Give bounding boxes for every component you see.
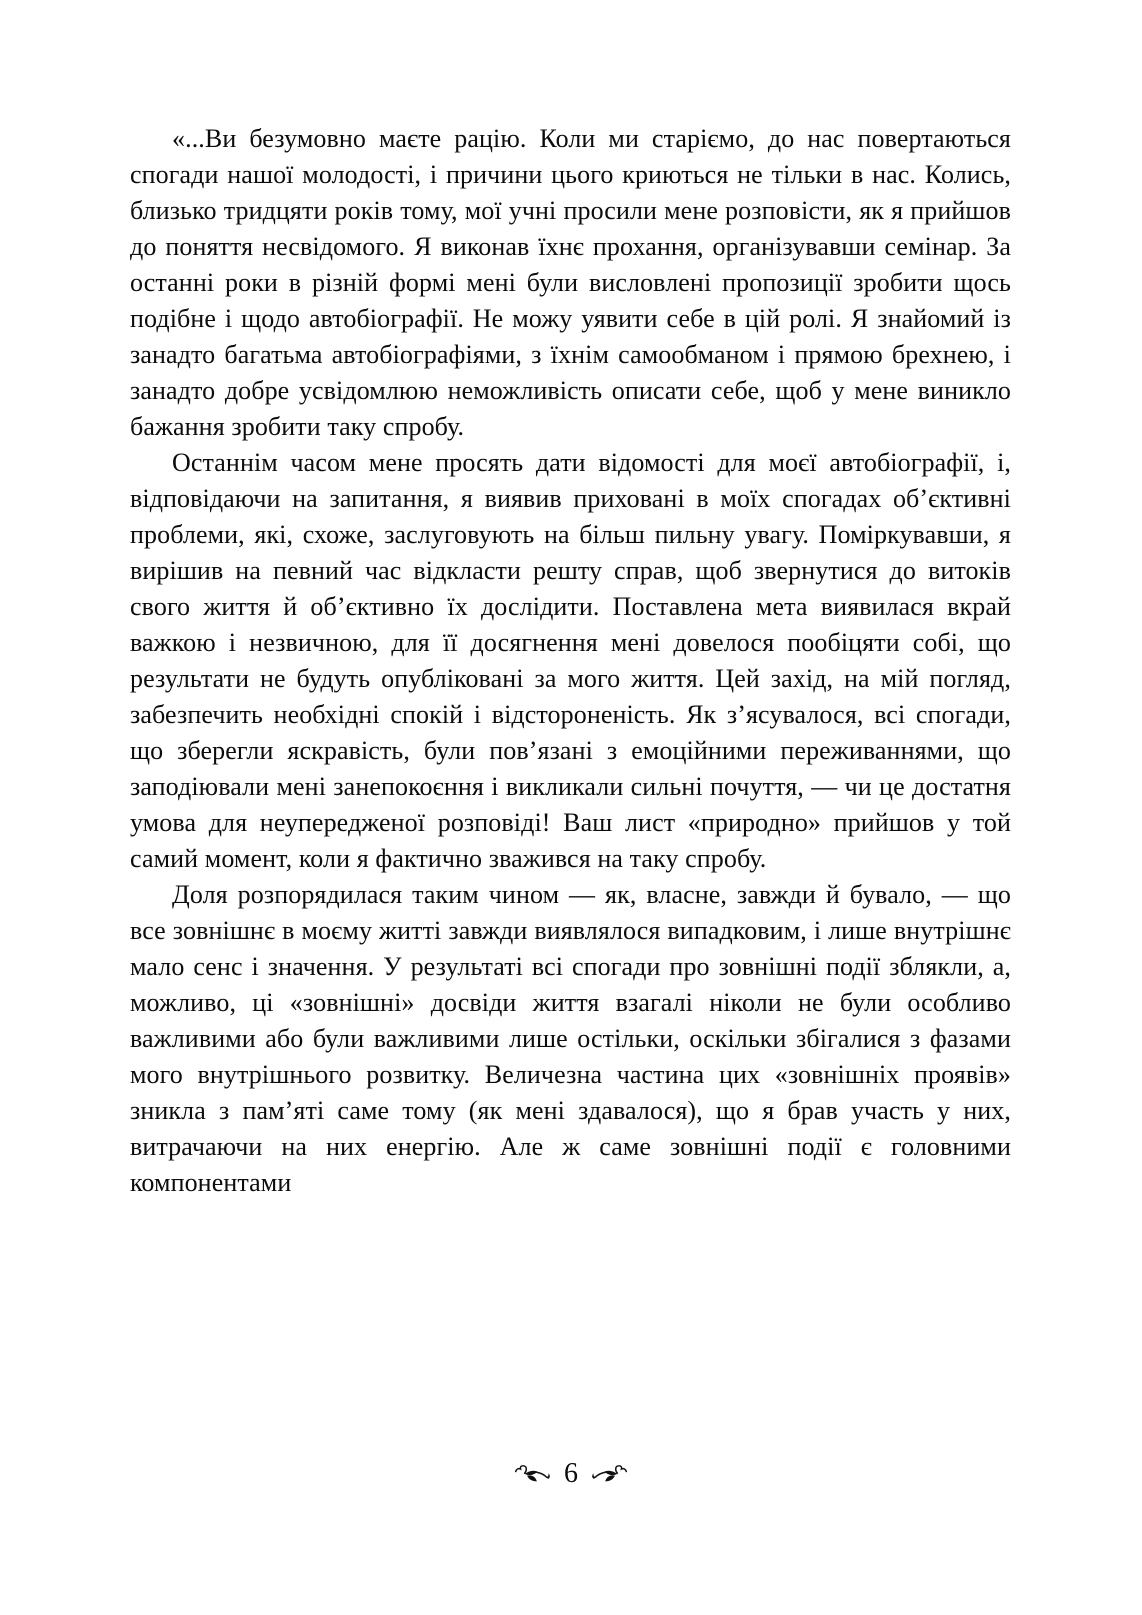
fleuron-left-icon	[514, 1465, 550, 1483]
paragraph: «...Ви безумовно маєте рацію. Коли ми старіємо, до нас повертаються спогади нашої молодості, і причини цього криються не тільки в нас. Колись, близько тридцяти років тому, мої учні просили мене розповісти, як я прийшов до поняття несвідомого. Я виконав їхнє прохання, організувавши семінар. За останні роки в різній формі мені були висловлені пропозиції зробити щось подібне і щодо автобіографії. Не можу уявити себе в цій ролі. Я знайомий із занадто багатьма автобіографіями, з їхнім самообманом і прямою брехнею, і занадто добре усвідомлюю неможливість описати себе, щоб у мене виникло бажання зробити таку спробу.	[130, 124, 1011, 441]
fleuron-right-icon	[592, 1465, 628, 1483]
paragraph: Доля розпорядилася таким чином — як, власне, завжди й бувало, — що все зовнішнє в моєму житті завжди виявлялося випадковим, і лише внутрішнє мало сенс і значення. У результаті всі спогади про зовнішні події зблякли, а, можливо, ці «зовнішні» досвіди життя взагалі ніколи не були особливо важливими або були важливими лише остільки, оскільки збігалися з фазами мого внутрішнього розвитку. Величезна частина цих «зовнішніх проявів» зникла з пам’яті саме тому (як мені здавалося), що я брав участь у них, витрачаючи на них енергію. Але ж саме зовнішні події є головними компонентами	[130, 880, 1011, 1197]
page-number: 6	[564, 1458, 578, 1489]
body-text	[130, 121, 1011, 1201]
paragraph: Останнім часом мене просять дати відомості для моєї автобіографії, і, відповідаючи на запитання, я виявив приховані в моїх спогадах об’єктивні проблеми, які, схоже, заслуговують на більш пильну увагу. Поміркувавши, я вирішив на певний час відкласти решту справ, щоб звернутися до витоків свого життя й об’єктивно їх дослідити. Поставлена мета виявилася вкрай важкою і незвичною, для її досягнення мені довелося пообіцяти собі, що результати не будуть опубліковані за мого життя. Цей захід, на мій погляд, забезпечить необхідні спокій і відстороненість. Як з’ясувалося, всі спогади, що зберегли яскравість, були пов’язані з емоційними переживаннями, що заподіювали мені занепокоєння і викликали сильні почуття, — чи це достатня умова для неупередженої розповіді! Ваш лист «природно» прийшов у той самий момент, коли я фактично зважився на таку спробу.	[130, 448, 1011, 873]
page-footer	[0, 1460, 1142, 1488]
